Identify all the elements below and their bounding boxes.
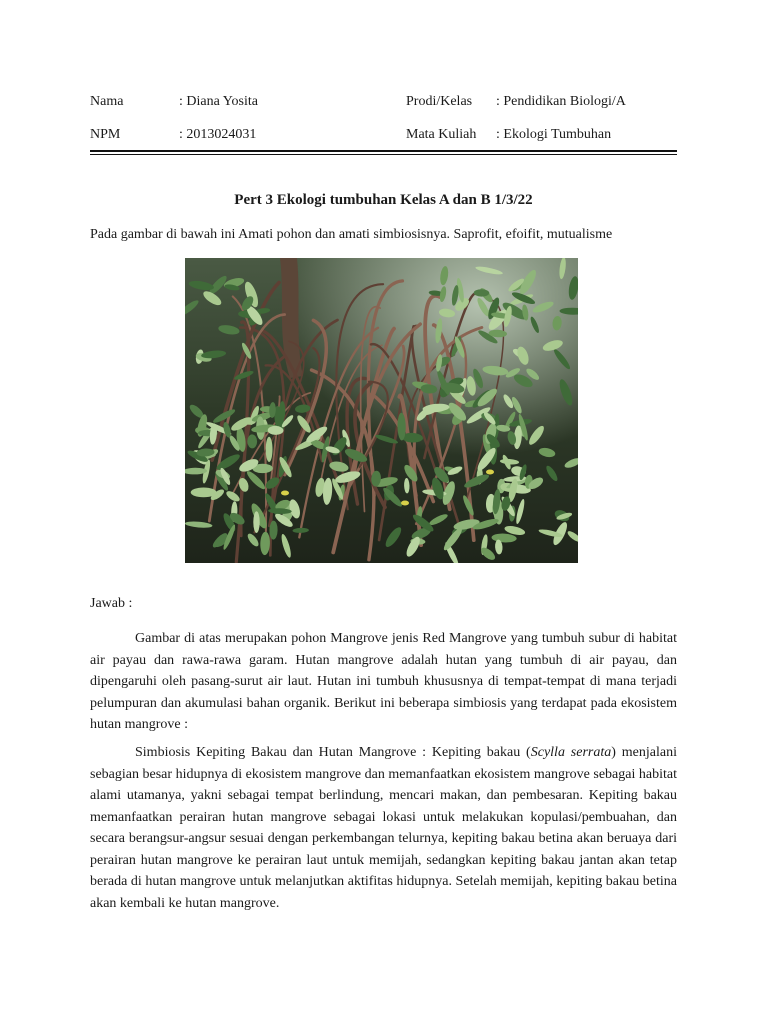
yellow-leaf [281, 491, 289, 496]
answer-paragraph-1: Gambar di atas merupakan pohon Mangrove jenis Red Mangrove yang tumbuh subur di habitat air payau dan rawa-rawa garam. Hutan mangrove adalah hutan yang tumbuh di air payau, dan dipengaruhi oleh pasang-surut air laut. Hutan ini tumbuh khususnya di tempat-tempat di mana terjadi pelumpuran dan akumulasi bahan organik. Berikut ini beberapa simbiosis yang terdapat pada ekosistem hutan mangrove : [90, 631, 677, 732]
paragraph-2-rest: ) menjalani sebagian besar hidupnya di ekosistem mangrove dan memanfaatkan ekosistem mangrove sebagai habitat alami utamanya, yakni sebagai tempat berlindung, mencari makan, dan pembesaran. Kepiting bakau memanfaatkan perairan hutan mangrove sebagai lokasi untuk melakukan kopulasi/pembuahan, dan secara berangsur-angsur sesuai dengan perkembangan telurnya, kepiting bakau betina akan beruaya dari perairan hutan mangrove ke perairan laut untuk memijah, sedangkan kepiting bakau jantan akan tetap berada di hutan mangrove untuk melanjutkan aktifitas hidupnya. Setelah memijah, kepiting bakau betina akan kembali ke hutan mangrove. [90, 745, 677, 911]
answer-label: Jawab : [90, 596, 133, 611]
yellow-leaf [486, 470, 494, 475]
name-value: : Diana Yosita [179, 94, 258, 109]
mangrove-leaf [266, 437, 273, 462]
mangrove-leaf [253, 511, 259, 533]
course-label: Mata Kuliah [406, 127, 477, 142]
prodi-value: : Pendidikan Biologi/A [496, 94, 626, 109]
answer-paragraph-2 [90, 742, 677, 914]
question-prompt: Pada gambar di bawah ini Amati pohon dan amati simbiosisnya. Saprofit, efoifit, mutualisme [90, 227, 613, 242]
species-name: Scylla serrata [530, 745, 612, 760]
paragraph-2-start: Simbiosis Kepiting Bakau dan Hutan Mangrove : Kepiting bakau ( [135, 745, 531, 760]
npm-value: : 2013024031 [179, 127, 257, 142]
npm-label: NPM [90, 127, 121, 142]
document-title: Pert 3 Ekologi tumbuhan Kelas A dan B 1/3/22 [234, 192, 533, 208]
course-value: : Ekologi Tumbuhan [496, 127, 612, 142]
yellow-leaf [401, 501, 409, 506]
mangrove-photo [185, 258, 578, 563]
prodi-label: Prodi/Kelas [406, 94, 473, 109]
header-rule-thick [90, 150, 677, 152]
header-rule-thin [90, 154, 677, 155]
name-label: Nama [90, 94, 124, 109]
